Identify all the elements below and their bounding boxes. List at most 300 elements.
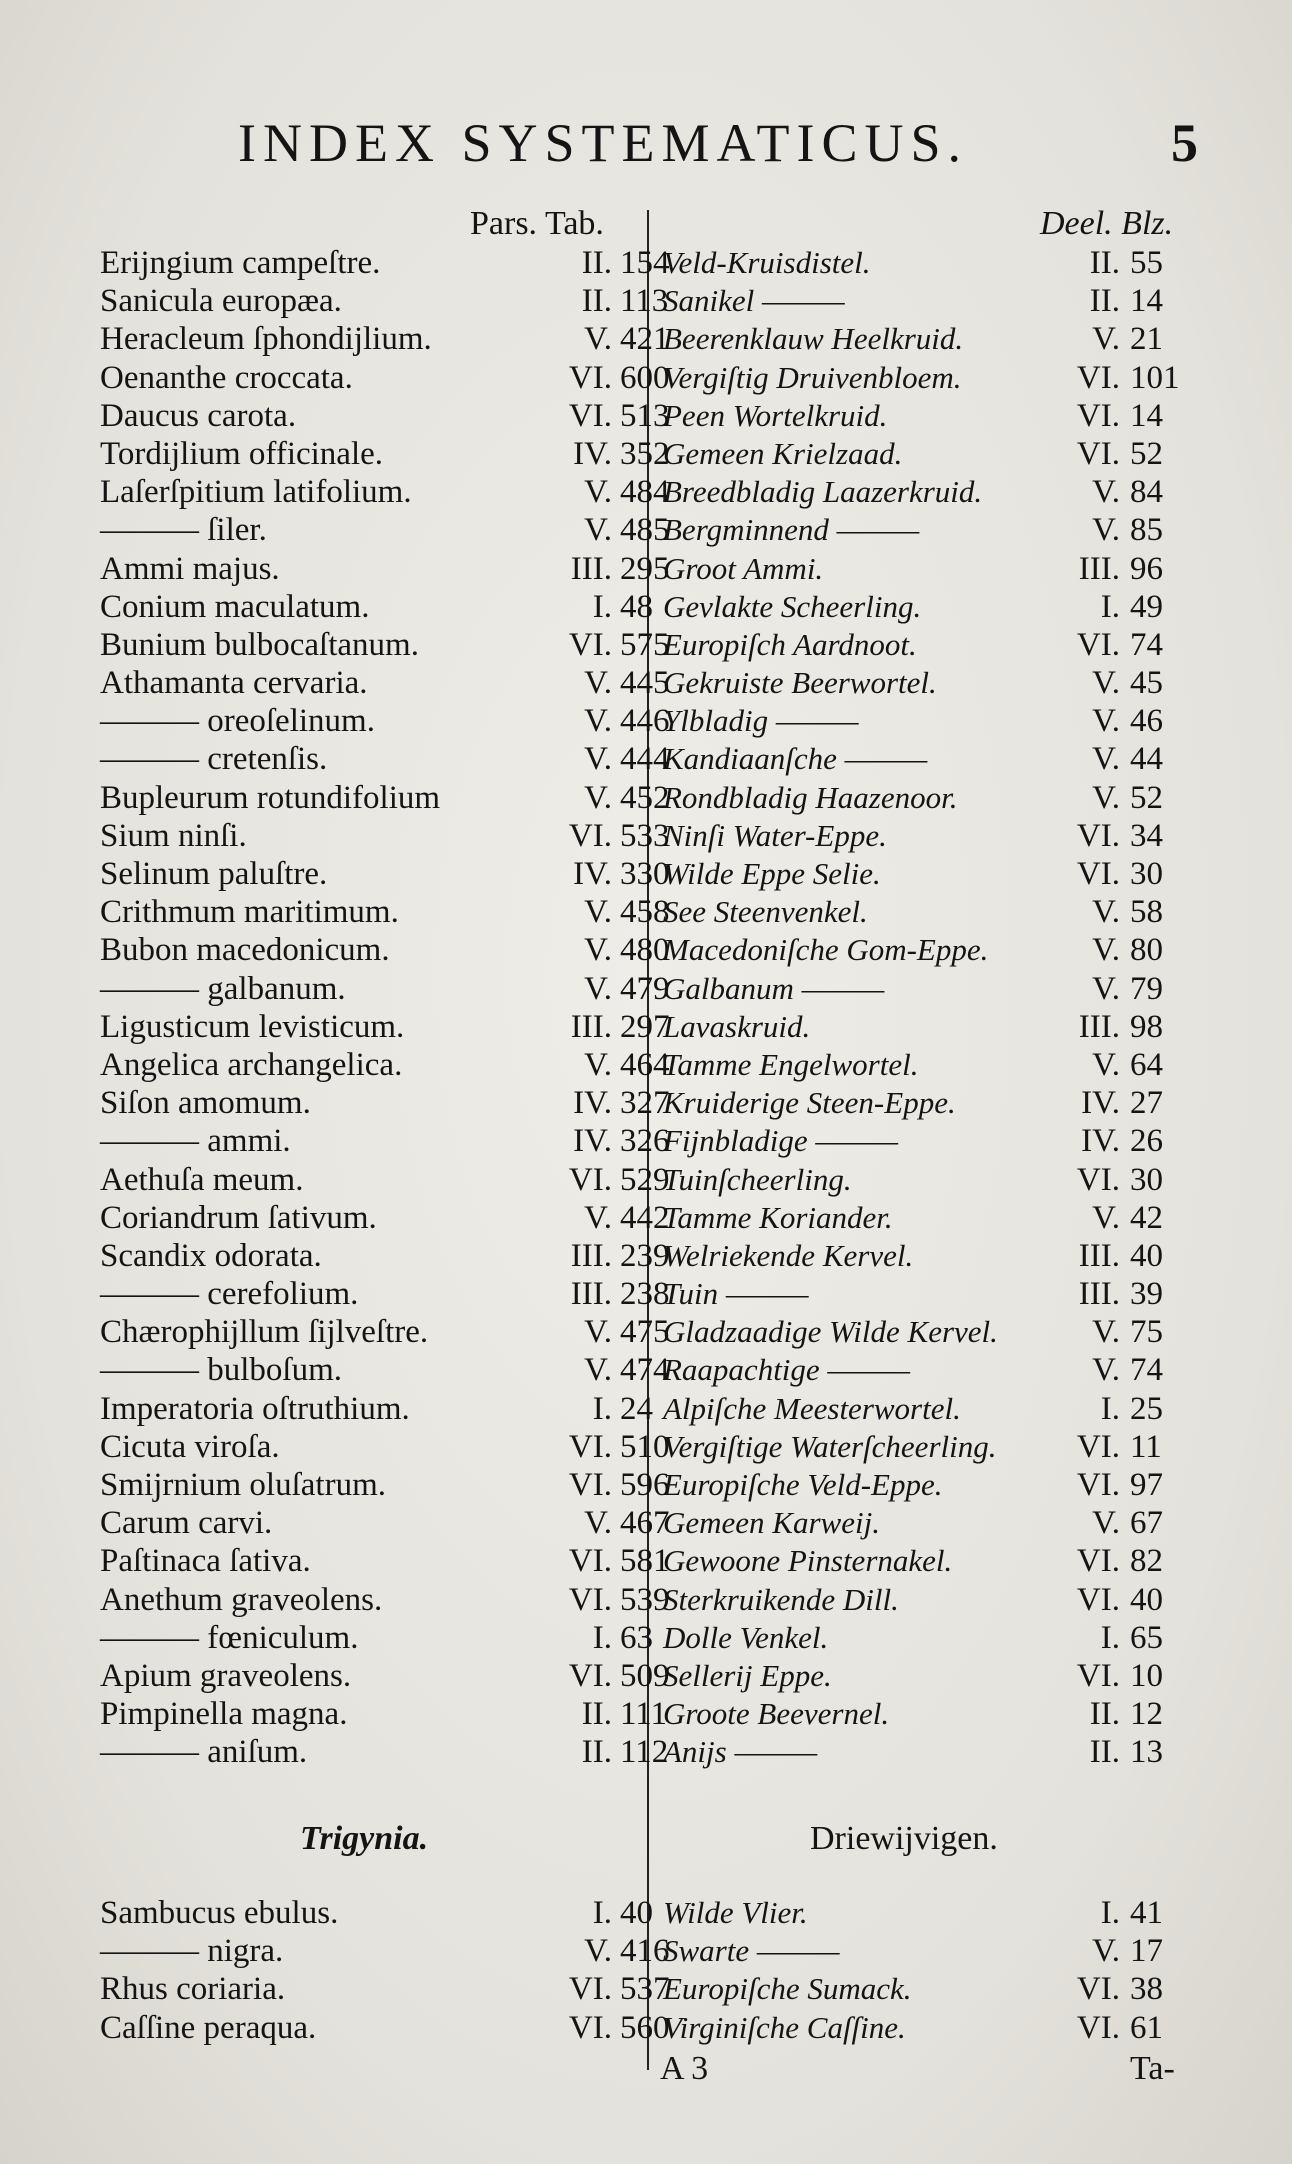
index-row (100, 665, 1210, 703)
blz-number: 67 (1130, 1505, 1163, 1542)
latin-name: ——— galbanum. (100, 970, 346, 1007)
tab-number: 464 (620, 1046, 670, 1083)
pars-number: V. (584, 474, 612, 511)
index-row (100, 436, 1210, 474)
dutch-name: Gladzaadige Wilde Kervel. (663, 1314, 998, 1350)
pars-number: IV. (573, 1085, 612, 1122)
pars-number: VI. (568, 1467, 612, 1503)
latin-name: Bubon macedonicum. (100, 932, 390, 969)
dutch-name: Europiſche Sumack. (663, 1971, 912, 2007)
pars-number: V. (584, 970, 612, 1007)
blz-number: 39 (1130, 1276, 1163, 1313)
deel-number: VI. (1076, 626, 1120, 663)
blz-number: 30 (1130, 1161, 1163, 1198)
deel-number: VI. (1076, 1467, 1120, 1503)
blz-number: 97 (1130, 1467, 1163, 1503)
pars-number: V. (584, 932, 612, 969)
latin-name: Imperatoria oſtruthium. (100, 1390, 410, 1427)
index-row (100, 283, 1210, 321)
tab-number: 575 (620, 626, 670, 663)
deel-number: VI. (1076, 856, 1120, 892)
blz-number: 42 (1130, 1199, 1163, 1236)
tab-number: 24 (620, 1390, 653, 1427)
deel-number: VI. (1076, 2009, 1120, 2046)
dutch-name: Welriekende Kervel. (663, 1237, 914, 1273)
blz-number: 46 (1130, 703, 1163, 740)
latin-name: Daucus carota. (100, 397, 297, 434)
index-row (100, 894, 1210, 932)
latin-name: Aethuſa meum. (100, 1161, 304, 1198)
blz-number: 13 (1130, 1734, 1163, 1771)
index-row (100, 1696, 1210, 1734)
index-row (100, 932, 1210, 970)
pars-number: I. (592, 1895, 612, 1931)
tab-number: 509 (620, 1657, 670, 1694)
deel-number: V. (1092, 321, 1120, 358)
blz-number: 74 (1130, 1352, 1163, 1389)
pars-number: VI. (568, 397, 612, 434)
latin-name: Scandix odorata. (100, 1237, 322, 1274)
pars-number: VI. (568, 1161, 612, 1198)
tab-number: 446 (620, 703, 670, 740)
latin-name: Pimpinella magna. (100, 1696, 348, 1733)
deel-number: V. (1092, 741, 1120, 778)
pars-number: VI. (568, 359, 612, 396)
index-entries-trigynia (100, 1895, 1210, 2048)
dutch-name: Anijs ——— (663, 1734, 818, 1770)
index-row (100, 1582, 1210, 1620)
blz-number: 30 (1130, 856, 1163, 892)
dutch-name: Tamme Engelwortel. (663, 1046, 919, 1082)
tab-number: 600 (620, 359, 670, 396)
tab-number: 442 (620, 1199, 670, 1236)
index-row (100, 360, 1210, 398)
latin-name: Paſtinaca ſativa. (100, 1543, 311, 1580)
tab-number: 452 (620, 779, 670, 816)
tab-number: 445 (620, 665, 670, 702)
index-row (100, 1314, 1210, 1352)
blz-number: 79 (1130, 970, 1163, 1007)
blz-number: 85 (1130, 512, 1163, 549)
page-header (238, 112, 1198, 182)
tab-number: 112 (620, 1734, 669, 1771)
dutch-name: Gemeen Krielzaad. (663, 435, 903, 471)
latin-name: Anethum graveolens. (100, 1581, 383, 1618)
index-entries (100, 245, 1210, 1773)
index-row (100, 1276, 1210, 1314)
latin-name: Bunium bulbocaſtanum. (100, 626, 419, 663)
pars-number: V. (584, 1314, 612, 1351)
tab-number: 239 (620, 1237, 670, 1274)
dutch-name: Breedbladig Laazerkruid. (663, 474, 983, 510)
pars-number: VI. (568, 1428, 612, 1465)
index-row (100, 321, 1210, 359)
deel-number: V. (1092, 474, 1120, 511)
blz-number: 11 (1130, 1428, 1162, 1465)
index-row (100, 780, 1210, 818)
blz-number: 45 (1130, 665, 1163, 702)
index-row (100, 856, 1210, 894)
dutch-name: Swarte ——— (663, 1933, 840, 1969)
tab-number: 560 (620, 2009, 670, 2046)
tab-number: 537 (620, 1971, 670, 2008)
deel-number: III. (1078, 1008, 1120, 1045)
tab-number: 113 (620, 283, 669, 320)
latin-name: ——— fœniculum. (100, 1619, 359, 1656)
blz-number: 27 (1130, 1085, 1163, 1122)
dutch-name: Vergiſtig Druivenbloem. (663, 359, 962, 395)
index-row (100, 1391, 1210, 1429)
pars-number: V. (584, 741, 612, 778)
tab-number: 154 (620, 245, 670, 281)
tab-number: 581 (620, 1543, 670, 1580)
blz-number: 80 (1130, 932, 1163, 969)
blz-number: 14 (1130, 283, 1163, 320)
pars-number: V. (584, 1933, 612, 1970)
pars-number: VI. (568, 817, 612, 854)
pars-number: VI. (568, 1581, 612, 1618)
deel-number: IV. (1081, 1085, 1120, 1122)
dutch-name: Europiſch Aardnoot. (663, 626, 917, 662)
tab-number: 533 (620, 817, 670, 854)
dutch-name: Raapachtige ——— (663, 1352, 911, 1388)
tab-number: 479 (620, 970, 670, 1007)
pars-number: I. (592, 588, 612, 625)
pars-number: IV. (573, 1123, 612, 1160)
index-row (100, 1085, 1210, 1123)
deel-number: V. (1092, 665, 1120, 702)
tab-number: 326 (620, 1123, 670, 1160)
index-row (100, 1543, 1210, 1581)
tab-number: 444 (620, 741, 670, 778)
latin-name: Conium maculatum. (100, 588, 370, 625)
blz-number: 82 (1130, 1543, 1163, 1580)
blz-number: 101 (1130, 359, 1180, 396)
section-heading-dutch: Driewijvigen. (810, 1820, 998, 1857)
index-row (100, 1047, 1210, 1085)
pars-number: V. (584, 512, 612, 549)
dutch-name: Sellerij Eppe. (663, 1657, 832, 1693)
deel-number: III. (1078, 550, 1120, 587)
latin-name: Sium ninſi. (100, 817, 247, 854)
pars-number: VI. (568, 1657, 612, 1694)
dutch-name: Sterkruikende Dill. (663, 1581, 899, 1617)
blz-number: 40 (1130, 1237, 1163, 1274)
blz-number: 25 (1130, 1390, 1163, 1427)
pars-number: II. (581, 1734, 612, 1771)
latin-name: Heracleum ſphondijlium. (100, 321, 432, 358)
index-row (100, 1658, 1210, 1696)
deel-number: VI. (1076, 359, 1120, 396)
tab-number: 467 (620, 1505, 670, 1542)
latin-name: ——— aniſum. (100, 1734, 308, 1771)
pars-number: II. (581, 283, 612, 320)
dutch-name: Europiſche Veld-Eppe. (663, 1467, 943, 1502)
pars-number: II. (581, 245, 612, 281)
index-row (100, 398, 1210, 436)
deel-number: I. (1100, 588, 1120, 625)
pars-number: III. (570, 1008, 612, 1045)
pars-number: II. (581, 1696, 612, 1733)
dutch-name: Galbanum ——— (663, 970, 885, 1006)
tab-number: 40 (620, 1895, 653, 1931)
dutch-name: Dolle Venkel. (663, 1619, 829, 1655)
page-title: INDEX SYSTEMATICUS. (238, 113, 969, 173)
pars-number: III. (570, 1237, 612, 1274)
index-row (100, 741, 1210, 779)
deel-number: II. (1089, 1734, 1120, 1771)
dutch-name: Beerenklauw Heelkruid. (663, 321, 964, 357)
latin-name: Erijngium campeſtre. (100, 245, 381, 281)
blz-number: 75 (1130, 1314, 1163, 1351)
tab-number: 480 (620, 932, 670, 969)
latin-name: Rhus coriaria. (100, 1971, 286, 2008)
index-row (100, 1505, 1210, 1543)
deel-number: VI. (1076, 1161, 1120, 1198)
deel-number: V. (1092, 1314, 1120, 1351)
latin-name: Oenanthe croccata. (100, 359, 353, 396)
latin-name: ——— oreoſelinum. (100, 703, 375, 740)
pars-number: VI. (568, 1971, 612, 2008)
tab-number: 48 (620, 588, 653, 625)
blz-number: 52 (1130, 779, 1163, 816)
deel-number: II. (1089, 283, 1120, 320)
dutch-name: Peen Wortelkruid. (663, 397, 888, 433)
index-row (100, 551, 1210, 589)
index-row (100, 1352, 1210, 1390)
latin-name: Selinum paluſtre. (100, 856, 328, 892)
pars-number: V. (584, 779, 612, 816)
dutch-name: Kandiaanſche ——— (663, 741, 928, 777)
dutch-name: Gekruiste Beerwortel. (663, 665, 937, 701)
index-row (100, 1429, 1210, 1467)
pars-number: V. (584, 1505, 612, 1542)
pars-number: V. (584, 321, 612, 358)
dutch-name: Virginiſche Caſſine. (663, 2009, 906, 2045)
deel-number: VI. (1076, 397, 1120, 434)
deel-number: V. (1092, 1352, 1120, 1389)
dutch-name: Kruiderige Steen-Eppe. (663, 1085, 956, 1121)
latin-name: Cicuta viroſa. (100, 1428, 280, 1465)
tab-number: 327 (620, 1085, 670, 1122)
pars-number: VI. (568, 1543, 612, 1580)
blz-number: 21 (1130, 321, 1163, 358)
pars-number: VI. (568, 626, 612, 663)
tab-number: 297 (620, 1008, 670, 1045)
blz-number: 14 (1130, 397, 1163, 434)
dutch-name: See Steenvenkel. (663, 894, 868, 930)
index-row (100, 1734, 1210, 1772)
page-number: 5 (1171, 113, 1198, 173)
index-row (100, 1238, 1210, 1276)
latin-name: Sambucus ebulus. (100, 1895, 339, 1931)
latin-name: Angelica archangelica. (100, 1046, 403, 1083)
tab-number: 529 (620, 1161, 670, 1198)
pars-number: I. (592, 1619, 612, 1656)
index-row (100, 512, 1210, 550)
blz-number: 96 (1130, 550, 1163, 587)
latin-name: Smijrnium oluſatrum. (100, 1467, 386, 1503)
dutch-name: Macedoniſche Gom-Eppe. (663, 932, 989, 968)
index-row (100, 1162, 1210, 1200)
blz-number: 98 (1130, 1008, 1163, 1045)
deel-number: II. (1089, 1696, 1120, 1733)
pars-number: I. (592, 1390, 612, 1427)
blz-number: 38 (1130, 1971, 1163, 2008)
deel-number: VI. (1076, 817, 1120, 854)
deel-number: VI. (1076, 1657, 1120, 1694)
dutch-name: Sanikel ——— (663, 283, 845, 319)
tab-number: 458 (620, 894, 670, 931)
dutch-name: Veld-Kruisdistel. (663, 245, 871, 280)
tab-number: 596 (620, 1467, 670, 1503)
pars-number: III. (570, 1276, 612, 1313)
tab-number: 484 (620, 474, 670, 511)
latin-name: Apium graveolens. (100, 1657, 352, 1694)
blz-number: 84 (1130, 474, 1163, 511)
dutch-name: Rondbladig Haazenoor. (663, 779, 958, 815)
deel-number: I. (1100, 1390, 1120, 1427)
pars-number: V. (584, 1352, 612, 1389)
dutch-name: Tuinſcheerling. (663, 1161, 852, 1197)
index-row (100, 2010, 1210, 2048)
dutch-name: Groot Ammi. (663, 550, 824, 586)
pars-number: IV. (573, 856, 612, 892)
blz-number: 58 (1130, 894, 1163, 931)
index-row (100, 1467, 1210, 1505)
deel-number: V. (1092, 1933, 1120, 1970)
latin-name: Caſſine peraqua. (100, 2009, 317, 2046)
deel-number: V. (1092, 932, 1120, 969)
index-row (100, 1009, 1210, 1047)
dutch-name: Ylbladig ——— (663, 703, 859, 739)
blz-number: 49 (1130, 588, 1163, 625)
blz-number: 55 (1130, 245, 1163, 281)
index-row (100, 1933, 1210, 1971)
dutch-name: Vergiſtige Waterſcheerling. (663, 1428, 997, 1464)
latin-name: Siſon amomum. (100, 1085, 311, 1122)
blz-number: 41 (1130, 1895, 1163, 1931)
tab-number: 238 (620, 1276, 670, 1313)
section-heading-latin: Trigynia. (300, 1820, 429, 1857)
deel-number: I. (1100, 1619, 1120, 1656)
latin-name: Bupleurum rotundifolium (100, 779, 441, 816)
deel-number: VI. (1076, 1428, 1120, 1465)
column-header-pars-tab: Pars. Tab. (470, 205, 604, 242)
latin-name: Chærophijllum ſijlveſtre. (100, 1314, 429, 1351)
dutch-name: Tuin ——— (663, 1276, 809, 1312)
tab-number: 330 (620, 856, 670, 892)
deel-number: V. (1092, 1046, 1120, 1083)
deel-number: IV. (1081, 1123, 1120, 1160)
dutch-name: Tamme Koriander. (663, 1199, 893, 1235)
latin-name: Ligusticum levisticum. (100, 1008, 405, 1045)
latin-name: Ammi majus. (100, 550, 280, 587)
dutch-name: Bergminnend ——— (663, 512, 920, 548)
latin-name: Sanicula europæa. (100, 283, 342, 320)
deel-number: V. (1092, 894, 1120, 931)
deel-number: V. (1092, 703, 1120, 740)
latin-name: ——— cerefolium. (100, 1276, 359, 1313)
tab-number: 475 (620, 1314, 670, 1351)
deel-number: V. (1092, 970, 1120, 1007)
blz-number: 64 (1130, 1046, 1163, 1083)
index-row (100, 474, 1210, 512)
index-row (100, 1971, 1210, 2009)
latin-name: ——— cretenſis. (100, 741, 328, 778)
dutch-name: Gevlakte Scheerling. (663, 588, 922, 624)
pars-number: III. (570, 550, 612, 587)
pars-number: V. (584, 703, 612, 740)
latin-name: Carum carvi. (100, 1505, 273, 1542)
index-row (100, 703, 1210, 741)
deel-number: V. (1092, 1505, 1120, 1542)
index-row (100, 971, 1210, 1009)
dutch-name: Lavaskruid. (663, 1008, 811, 1044)
index-row (100, 627, 1210, 665)
deel-number: I. (1100, 1895, 1120, 1931)
latin-name: Crithmum maritimum. (100, 894, 399, 931)
blz-number: 74 (1130, 626, 1163, 663)
blz-number: 26 (1130, 1123, 1163, 1160)
dutch-name: Alpiſche Meesterwortel. (663, 1390, 961, 1426)
blz-number: 12 (1130, 1696, 1163, 1733)
dutch-name: Groote Beevernel. (663, 1696, 890, 1732)
dutch-name: Gemeen Karweij. (663, 1505, 880, 1541)
index-row (100, 1123, 1210, 1161)
tab-number: 485 (620, 512, 670, 549)
latin-name: ——— ſiler. (100, 512, 267, 549)
pars-number: V. (584, 894, 612, 931)
signature-mark: A 3 (660, 2050, 709, 2087)
index-row (100, 1620, 1210, 1658)
blz-number: 34 (1130, 817, 1163, 854)
index-row (100, 818, 1210, 856)
deel-number: III. (1078, 1276, 1120, 1313)
deel-number: V. (1092, 512, 1120, 549)
blz-number: 52 (1130, 435, 1163, 472)
blz-number: 17 (1130, 1933, 1163, 1970)
index-row (100, 589, 1210, 627)
deel-number: VI. (1076, 1581, 1120, 1618)
index-row (100, 1200, 1210, 1238)
index-row (100, 245, 1210, 283)
latin-name: Tordijlium officinale. (100, 435, 384, 472)
pars-number: V. (584, 1046, 612, 1083)
tab-number: 63 (620, 1619, 653, 1656)
tab-number: 421 (620, 321, 670, 358)
index-row (100, 1895, 1210, 1933)
deel-number: VI. (1076, 435, 1120, 472)
tab-number: 474 (620, 1352, 670, 1389)
dutch-name: Wilde Eppe Selie. (663, 856, 881, 891)
dutch-name: Wilde Vlier. (663, 1895, 808, 1930)
deel-number: II. (1089, 245, 1120, 281)
dutch-name: Fijnbladige ——— (663, 1123, 899, 1159)
tab-number: 295 (620, 550, 670, 587)
tab-number: 510 (620, 1428, 670, 1465)
dutch-name: Gewoone Pinsternakel. (663, 1543, 953, 1579)
column-header-deel-blz: Deel. Blz. (1040, 205, 1174, 242)
deel-number: V. (1092, 1199, 1120, 1236)
catchword: Ta- (1130, 2050, 1175, 2087)
blz-number: 40 (1130, 1581, 1163, 1618)
latin-name: Coriandrum ſativum. (100, 1199, 377, 1236)
latin-name: Athamanta cervaria. (100, 665, 368, 702)
blz-number: 44 (1130, 741, 1163, 778)
dutch-name: Ninſi Water-Eppe. (663, 817, 887, 853)
blz-number: 10 (1130, 1657, 1163, 1694)
